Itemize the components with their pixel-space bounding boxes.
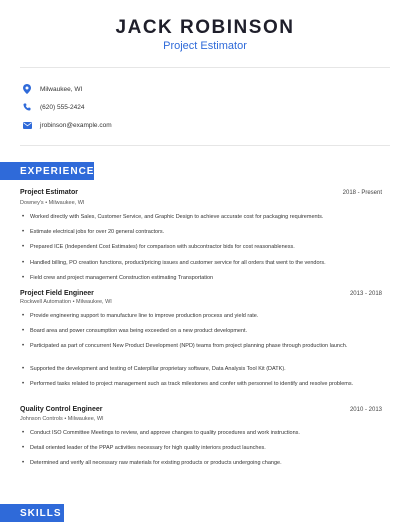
job-bullet: • Board area and power consumption was being exceeded on a new product development. [22,328,248,334]
job-dates: 2018 - Present [342,190,382,196]
candidate-name: JACK ROBINSON [115,17,295,38]
job-location: Milwaukee, WI [67,416,104,422]
job-title: Quality Control Engineer [20,406,103,413]
job-bullet: • Participated as part of concurrent New Product Development (NPD) teams from project planning phase through production launch. [22,343,348,349]
contact-divider [20,145,390,146]
job-bullet: • Estimate electrical jobs for over 20 general contractors. [22,229,165,235]
job-bullet: • Determined and verify all necessary raw materials for existing products or products undergoing change. [22,460,282,466]
email-icon [22,120,32,130]
job-company: Downey's [20,200,44,206]
job-location: Milwaukee, WI [76,299,112,305]
job-bullet: • Performed tasks related to project management such as track milestones and confer with personnel to identify and resolve problems. [22,381,354,387]
job-bullet: • Conduct ISO Committee Meetings to review, and approve changes to quality procedures and work instructions. [22,430,300,436]
contact-phone-text: (620) 555-2424 [40,103,85,111]
header-divider [20,67,390,68]
job-bullet: • Detail oriented leader of the PPAP activities necessary for high quality interiors product launches. [22,445,266,451]
job-location: Milwaukee, WI [48,200,85,206]
job-dates: 2013 - 2018 [349,291,382,297]
job-bullet: • Field crew and project management Construction estimating Transportation [22,275,214,281]
job-dates: 2010 - 2013 [349,407,382,413]
job-company: Johnson Controls [20,416,63,422]
contact-location-text: Milwaukee, WI [40,85,83,93]
job-bullet: • Worked directly with Sales, Customer Service, and Graphic Design to achieve accurate cost for packaging requirements. [22,214,324,220]
job-company: Rockwell Automation [20,299,72,305]
job-bullet: • Provide engineering support to manufacture line to improve production process and yield rate. [22,313,259,319]
job-bullet: • Prepared ICE (Independent Cost Estimates) for comparison with subcontractor bids for cost reasonableness. [22,244,295,250]
section-experience: EXPERIENCE [0,162,94,180]
job-title: Project Field Engineer [20,290,94,297]
contact-email-text[interactable]: jrobinson@example.com [40,121,112,129]
job-company-line: Rockwell Automation • Milwaukee, WI [20,299,112,305]
contact-email [22,119,112,131]
job-title: Project Estimator [20,189,78,196]
location-pin-icon [22,84,32,94]
section-skills: SKILLS [0,504,64,522]
contact-phone [22,101,84,113]
job-bullet: • Handled billing, PO creation functions, product/pricing issues and customer service for all orders that went to the vendors. [22,260,326,266]
phone-icon [22,102,32,112]
job-company-line: Downey's • Milwaukee, WI [20,200,85,206]
contact-location [22,83,82,95]
job-bullet: • Supported the development and testing of Caterpillar proprietary software, Data Analysis Tool Kit (DATK). [22,366,286,372]
job-title-header: Project Estimator [163,40,247,52]
job-company-line: Johnson Controls • Milwaukee, WI [20,416,104,422]
